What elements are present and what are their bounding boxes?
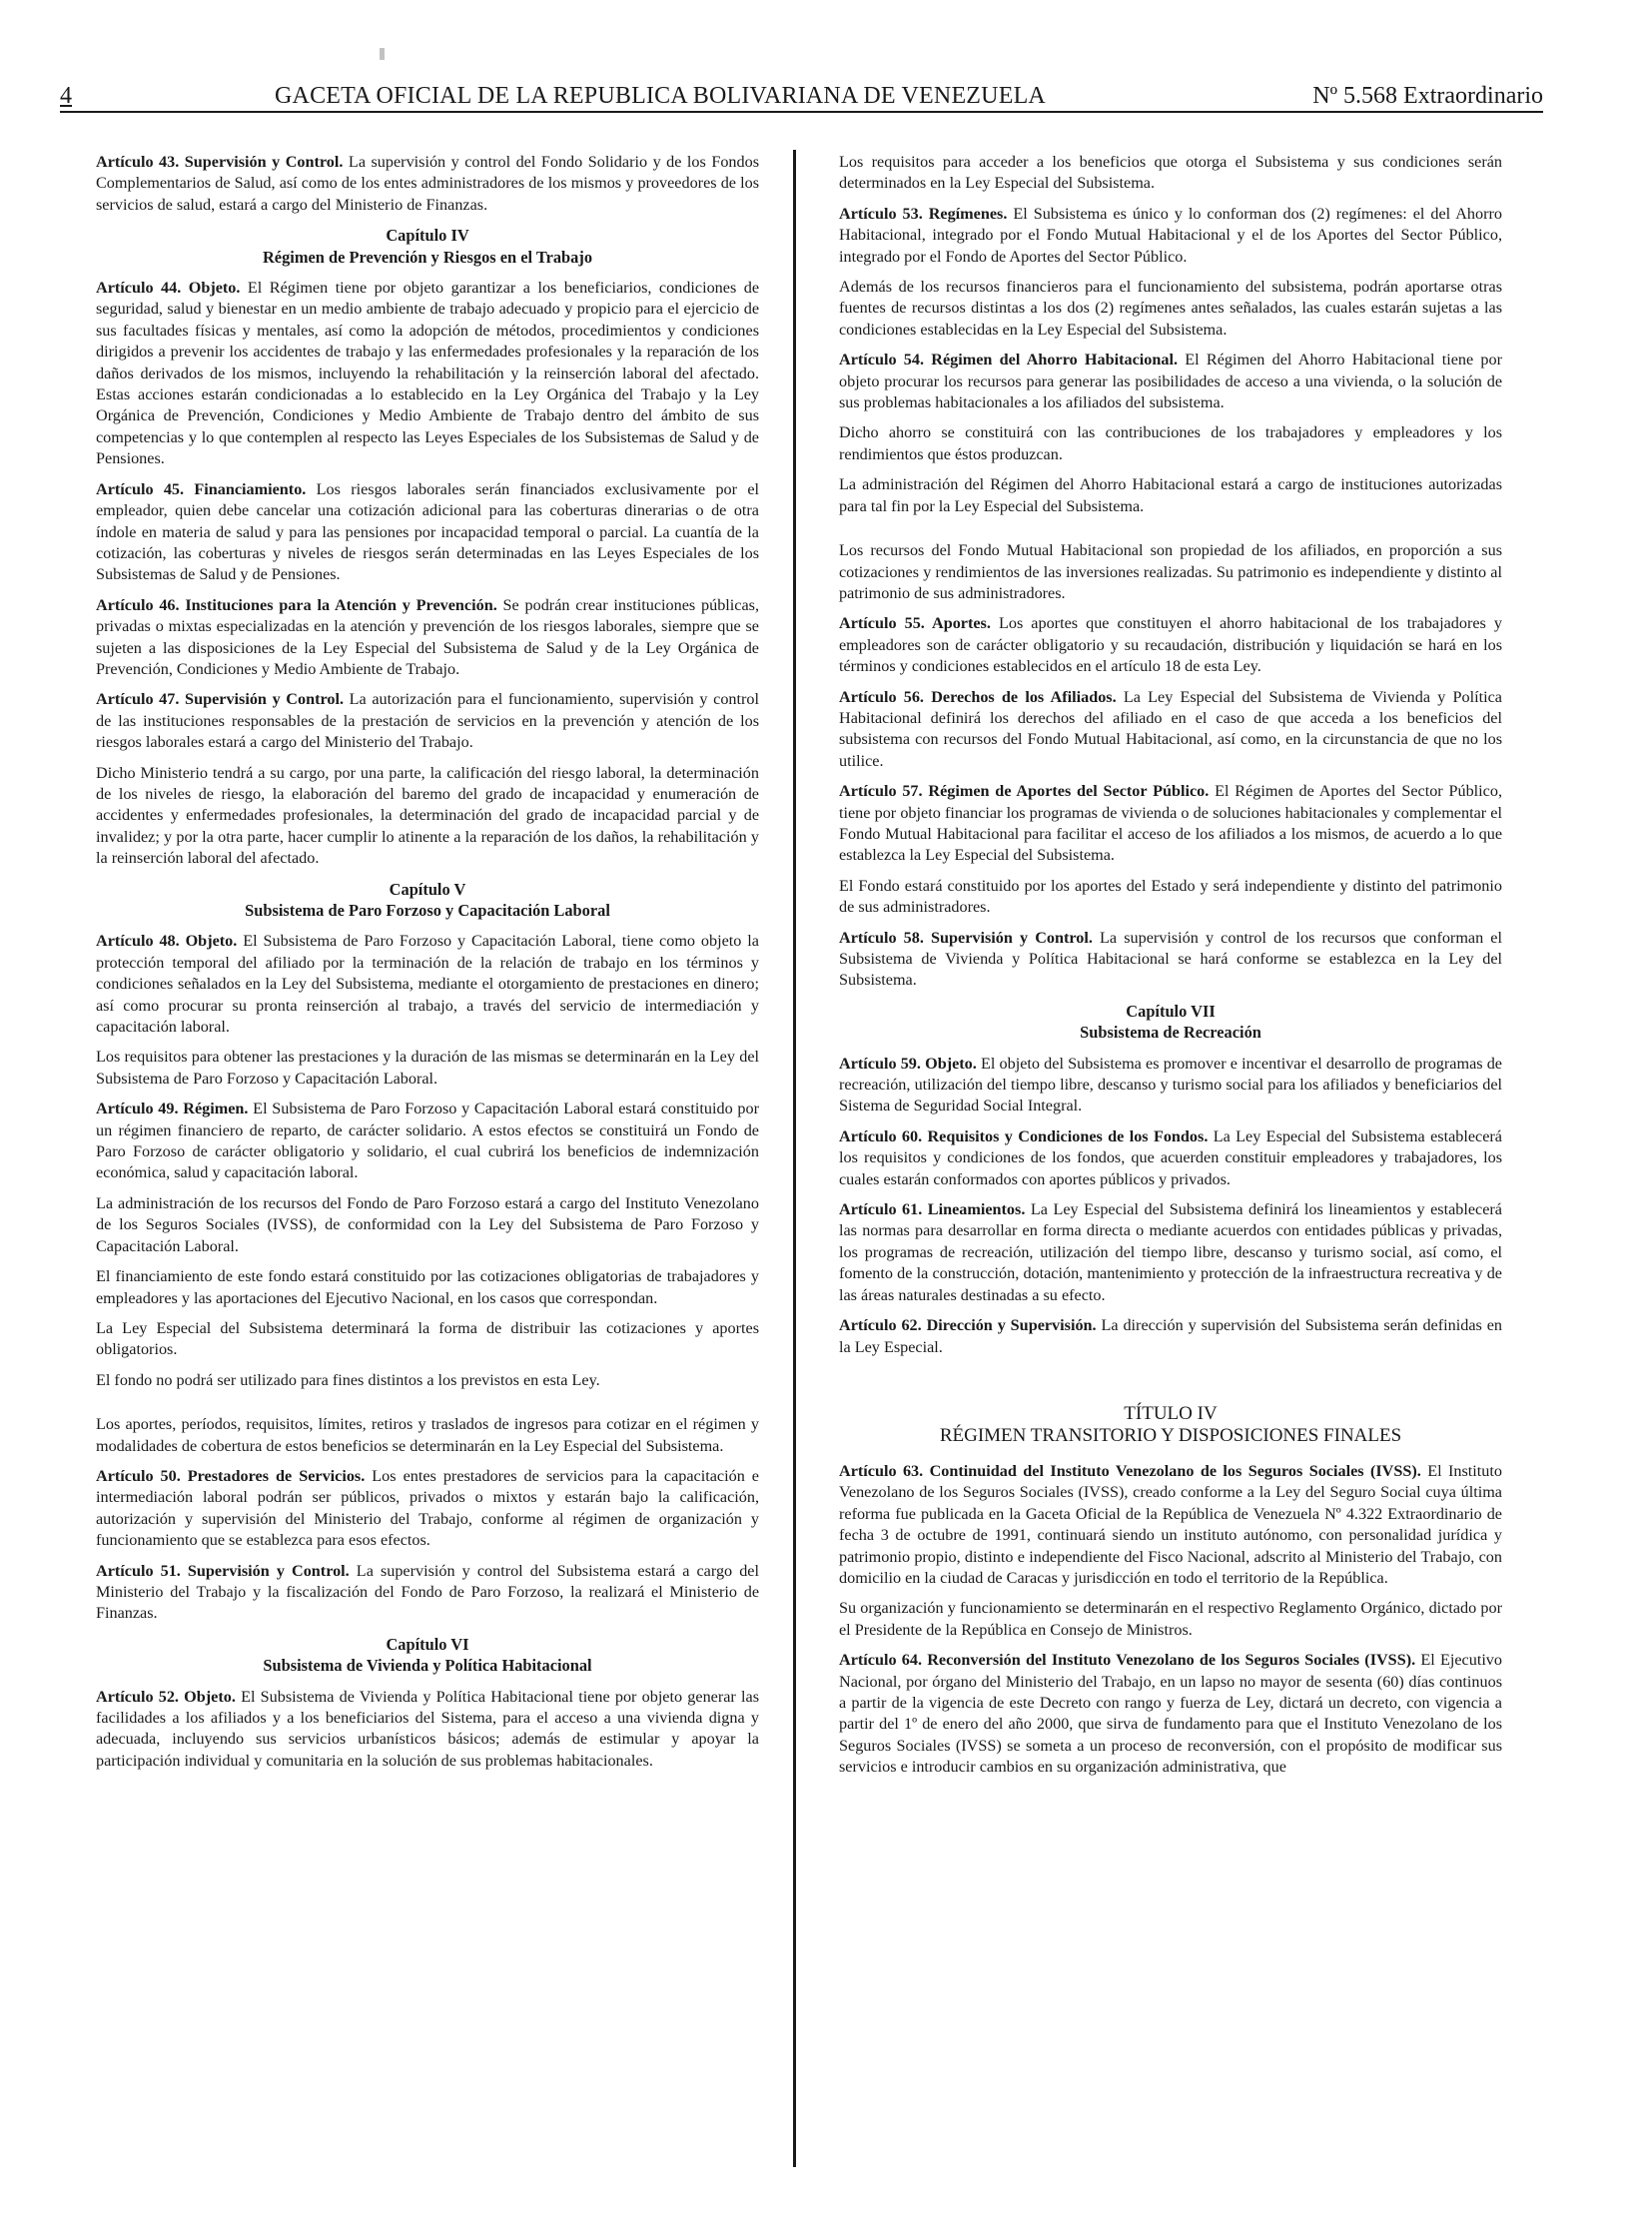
page-header (60, 82, 1543, 110)
paragraph-text: Dicho Ministerio tendrá a su cargo, por una parte, la calificación del riesgo laboral, la determinación de los niveles de riesgo, la elaboración del baremo del grado de incapacidad y enumeración de accidentes y enfermedades profesionales, la determinación del grado de incapacidad parcial y de invalidez; y por la otra parte, hacer cumplir lo atinente a la reparación de los daños, la rehabilitación y la reinserción laboral del afectado. (96, 763, 759, 868)
article-label: Artículo 64. Reconversión del Instituto Venezolano de los Seguros Sociales (IVSS). (839, 1651, 1416, 1670)
paragraph-text: El Subsistema de Paro Forzoso y Capacitación Laboral estará constituido por un régimen financiero de reparto, de carácter solidario. A estos efectos se constituirá un Fondo de Paro Forzoso de carácter obligatorio y solidario, el cual cubrirá los beneficios de indemnización económica, salud y capacitación laboral. (96, 1100, 759, 1182)
article-label: Artículo 50. Prestadores de Servicios. (96, 1466, 366, 1485)
article-label: Artículo 59. Objeto. (839, 1054, 977, 1073)
paragraph-text: El Subsistema de Vivienda y Política Habitacional tiene por objeto generar las facilidades a los afiliados y a los beneficiarios del Sistema, para el acceso a una vivienda digna y adecuada, incluyendo sus servicios urbanísticos básicos; además de estimular y apoyar la participación individual y comunitaria en la solución de sus problemas habitacionales. (96, 1687, 759, 1770)
paragraph-text: La supervisión y control del Subsistema estará a cargo del Ministerio del Trabajo y la fiscalización del Fondo de Paro Forzoso, la realizará el Ministerio de Finanzas. (96, 1561, 759, 1623)
paragraph-text: Dicho ahorro se constituirá con las contribuciones de los trabajadores y empleadores y los rendimientos que éstos produzcan. (839, 423, 1502, 463)
chapter-heading (96, 1634, 759, 1677)
issue-number: Nº 5.568 Extraordinario (1312, 83, 1543, 109)
article-label: Artículo 47. Supervisión y Control. (96, 690, 345, 709)
paragraph (839, 474, 1502, 517)
paragraph-text: Los requisitos para acceder a los beneficios que otorga el Subsistema y sus condiciones serán determinados en la Ley Especial del Subsistema. (839, 153, 1502, 193)
article-label: Artículo 49. Régimen. (96, 1100, 249, 1118)
article-paragraph (839, 687, 1502, 773)
paragraph-text: El Régimen del Ahorro Habitacional tiene por objeto procurar los recursos para generar las posibilidades de acceso a una vivienda, o la solución de sus problemas habitacionales a los afiliados del subsistema. (839, 351, 1503, 412)
heading-line: Capítulo V (389, 879, 466, 899)
paragraph-text: El objeto del Subsistema es promover e incentivar el desarrollo de programas de recreación, utilización del tiempo libre, descanso y turismo social para los afiliados y beneficiarios del Sistema de Seguridad Social Integral. (839, 1054, 1502, 1115)
left-column (96, 152, 759, 1781)
spacer (839, 1381, 1502, 1395)
paragraph-text: La Ley Especial del Subsistema definirá los lineamientos y establecerá las normas para desarrollar en forma directa o mediante acuerdos con entidades públicas y privadas, los programas de recreación, utilización del tiempo libre, descanso y turismo social, así como, el fomento de la construcción, dotación, mantenimiento y protección de la infraestructura recreativa y de las áreas naturales destinadas a su efecto. (839, 1200, 1502, 1304)
paragraph-text: La administración de los recursos del Fondo de Paro Forzoso estará a cargo del Instituto Venezolano de los Seguros Sociales (IVSS), de conformidad con la Ley del Subsistema de Paro Forzoso y Capacitación Laboral. (96, 1193, 759, 1255)
paragraph-text: El Régimen de Aportes del Sector Público, tiene por objeto financiar los programas de vivienda o de soluciones habitacionales y complementar el Fondo Mutual Habitacional para facilitar el acceso de los afiliados a los mismos, de acuerdo a lo que establezca la Ley Especial del Subsistema. (839, 782, 1502, 865)
paragraph (96, 1414, 759, 1457)
paragraph (839, 876, 1502, 919)
paragraph-text: Además de los recursos financieros para el funcionamiento del subsistema, podrán aportarse otras fuentes de recursos distintas a los dos (2) regímenes antes señalados, las cuales estarán sujetas a las condiciones establecidas en la Ley Especial del Subsistema. (839, 278, 1502, 339)
article-label: Artículo 53. Regímenes. (839, 204, 1008, 223)
article-label: Artículo 63. Continuidad del Instituto Venezolano de los Seguros Sociales (IVSS). (839, 1461, 1421, 1480)
paragraph (839, 422, 1502, 465)
heading-subline: Régimen de Prevención y Riesgos en el Trabajo (262, 247, 593, 267)
article-paragraph (839, 350, 1502, 413)
article-paragraph (839, 928, 1502, 992)
paragraph (839, 1598, 1502, 1641)
paragraph-text: Los aportes que constituyen el ahorro habitacional de los trabajadores y empleadores son de carácter obligatorio y su recaudación, distribución y liquidación se hará en los términos y condiciones establecidos en el artículo 18 de esta Ley. (839, 614, 1503, 676)
article-paragraph (96, 1466, 759, 1552)
paragraph (96, 1370, 759, 1391)
right-column (839, 152, 1502, 1788)
article-label: Artículo 62. Dirección y Supervisión. (839, 1316, 1097, 1335)
article-paragraph (96, 278, 759, 470)
article-paragraph (839, 204, 1502, 268)
article-label: Artículo 54. Régimen del Ahorro Habitacional. (839, 351, 1179, 370)
article-paragraph (96, 931, 759, 1038)
paragraph-text: Los entes prestadores de servicios para la capacitación e intermediación laboral podrán ser públicos, privados o mixtos y estarán bajo la calificación, autorización y supervisión del Ministerio del Trabajo, conforme al régimen de organización y funcionamiento que se establezca para esos efectos. (96, 1466, 759, 1550)
paragraph-text: El Fondo estará constituido por los aportes del Estado y será independiente y distinto del patrimonio de sus administradores. (839, 876, 1502, 917)
article-paragraph (96, 152, 759, 216)
paragraph-text: El Régimen tiene por objeto garantizar a los beneficiarios, condiciones de seguridad, salud y bienestar en un medio ambiente de trabajo adecuado y propicio para el ejercicio de sus facultades físicas y mentales, así como la adopción de métodos, procedimientos y condiciones dirigidos a prevenir los accidentes de trabajo y las enfermedades profesionales y la reparación de los daños derivados de los mismos, incluyendo la rehabilitación y la reinserción laboral del afectado. Estas acciones estarán condicionadas a lo establecido en la Ley Orgánica del Trabajo y la Ley Orgánica de Prevención, Condiciones y Medio Ambiente de Trabajo dentro del ámbito de sus competencias y lo que contemplen al respecto las Leyes Especiales de los Subsistemas de Salud y de Pensiones. (96, 279, 759, 468)
spacer (839, 526, 1502, 540)
article-paragraph (96, 1561, 759, 1625)
paragraph-text: La supervisión y control del Fondo Solidario y de los Fondos Complementarios de Salud, así como de los entes administradores de los mismos y proveedores de los servicios de salud, estará a cargo del Ministerio de Finanzas. (96, 153, 759, 214)
article-label: Artículo 55. Aportes. (839, 614, 991, 633)
heading-subline: Subsistema de Paro Forzoso y Capacitación Laboral (245, 901, 610, 920)
article-paragraph (96, 1099, 759, 1184)
scan-speck (380, 48, 385, 60)
paragraph-text: Los requisitos para obtener las prestaciones y la duración de las mismas se determinarán en la Ley del Subsistema de Paro Forzoso y Capacitación Laboral. (96, 1048, 759, 1088)
chapter-heading (96, 879, 759, 922)
paragraph-text: El Ejecutivo Nacional, por órgano del Ministerio del Trabajo, en un lapso no mayor de sesenta (60) días continuos a partir de la vigencia de este Decreto con rango y fuerza de Ley, dictará un decreto, con vigencia a partir del 1º de enero del año 2000, que sirva de fundamento para que el Instituto Venezolano de los Seguros Sociales (IVSS) se someta a un proceso de reconversión, con el propósito de modificar sus servicios e introducir cambios en su organización administrativa, que (839, 1651, 1502, 1777)
article-paragraph (839, 1650, 1502, 1778)
article-label: Artículo 43. Supervisión y Control. (96, 153, 344, 171)
article-paragraph (839, 1461, 1502, 1589)
page-number: 4 (60, 83, 72, 109)
paragraph-text: La Ley Especial del Subsistema establecerá los requisitos y condiciones de los fondos, que acuerden constituir empleadores y trabajadores, los cuales estarán conformados con aportes públicos y privados. (839, 1126, 1502, 1188)
paragraph-text: La Ley Especial del Subsistema determinará la forma de distribuir las cotizaciones y aportes obligatorios. (96, 1318, 759, 1359)
spacer (839, 1367, 1502, 1381)
article-label: Artículo 45. Financiamiento. (96, 479, 307, 498)
paragraph-text: Los aportes, períodos, requisitos, límites, retiros y traslados de ingresos para cotizar en el régimen y modalidades de cobertura de estos beneficios se determinarán en la Ley Especial del Subsistema. (96, 1415, 759, 1455)
article-paragraph (839, 1054, 1502, 1117)
article-paragraph (839, 781, 1502, 867)
gazette-title: GACETA OFICIAL DE LA REPUBLICA BOLIVARIANA DE VENEZUELA (275, 83, 1046, 109)
paragraph (839, 277, 1502, 341)
paragraph (96, 1318, 759, 1361)
heading-subline: RÉGIMEN TRANSITORIO Y DISPOSICIONES FINALES (939, 1424, 1402, 1446)
title-heading (839, 1403, 1502, 1447)
spacer (96, 1400, 759, 1414)
heading-line: TÍTULO IV (1124, 1402, 1218, 1424)
paragraph (839, 152, 1502, 195)
paragraph-text: El Instituto Venezolano de los Seguros Sociales (IVSS), creado conforme a la Ley del Seguro Social cuya última reforma fue publicada en la Gaceta Oficial de la República de Venezuela Nº 4.322 Extraordinario de fecha 3 de octubre de 1991, continuará siendo un instituto autónomo, con personalidad jurídica y patrimonio propio, distinto e independiente del Fisco Nacional, adscrito al Ministerio del Trabajo, con domicilio en la ciudad de Caracas y jurisdicción en todo el territorio de la República. (839, 1461, 1502, 1587)
paragraph-text: El financiamiento de este fondo estará constituido por las cotizaciones obligatorias de trabajadores y empleadores y las aportaciones del Ejecutivo Nacional, en los casos que correspondan. (96, 1267, 759, 1307)
paragraph-text: Los recursos del Fondo Mutual Habitacional son propiedad de los afiliados, en proporción a sus cotizaciones y rendimientos de las inversiones realizadas. Su patrimonio es independiente y distinto al patrimonio de sus administradores. (839, 541, 1502, 602)
article-paragraph (96, 1687, 759, 1773)
article-paragraph (839, 1315, 1502, 1358)
article-label: Artículo 44. Objeto. (96, 279, 241, 298)
paragraph-text: La supervisión y control de los recursos que conforman el Subsistema de Vivienda y Política Habitacional se hará conforme se establezca en la Ley del Subsistema. (839, 928, 1502, 990)
heading-subline: Subsistema de Recreación (1080, 1023, 1261, 1043)
article-label: Artículo 51. Supervisión y Control. (96, 1561, 350, 1580)
article-paragraph (839, 1199, 1502, 1306)
article-paragraph (839, 613, 1502, 677)
header-rule (60, 111, 1543, 113)
paragraph-text: Se podrán crear instituciones públicas, privadas o mixtas especializadas en la atención y prevención de los riesgos laborales, siempre que se sujeten a las disposiciones de la Ley Especial del Subsistema de Salud y de la Ley Orgánica de Prevención, Condiciones y Medio Ambiente de Trabajo. (96, 595, 759, 678)
article-label: Artículo 52. Objeto. (96, 1687, 236, 1706)
paragraph-text: El Subsistema de Paro Forzoso y Capacitación Laboral, tiene como objeto la protección temporal del afiliado por la terminación de la relación de trabajo en los términos y condiciones señalados en la Ley del Subsistema, mediante el otorgamiento de prestaciones en dinero; así como procurar su pronta reinserción al trabajo, a través del servicio de intermediación y capacitación laboral. (96, 932, 759, 1037)
article-paragraph (839, 1126, 1502, 1190)
chapter-heading (96, 225, 759, 268)
paragraph (96, 1266, 759, 1309)
paragraph-text: El Subsistema es único y lo conforman dos (2) regímenes: el del Ahorro Habitacional, integrado por el Fondo Mutual Habitacional y el de los Aportes del Sector Público, integrado por el Fondo de Aportes del Sector Público. (839, 204, 1502, 266)
article-label: Artículo 48. Objeto. (96, 932, 238, 951)
paragraph-text: Los riesgos laborales serán financiados exclusivamente por el empleador, quien debe cancelar una cotización adicional para las coberturas dinerarias o de otra índole en materia de salud y para las pensiones por incapacidad temporal o parcial. La cuantía de la cotización, las coberturas y niveles de riesgos serán determinadas en las Leyes Especiales de los Subsistemas de Salud y de Pensiones. (96, 479, 759, 584)
article-label: Artículo 61. Lineamientos. (839, 1200, 1026, 1219)
paragraph-text: La administración del Régimen del Ahorro Habitacional estará a cargo de instituciones autorizadas para tal fin por la Ley Especial del Subsistema. (839, 475, 1502, 515)
paragraph (96, 1193, 759, 1257)
article-label: Artículo 58. Supervisión y Control. (839, 928, 1093, 947)
paragraph (839, 540, 1502, 604)
article-paragraph (96, 689, 759, 753)
paragraph-text: La Ley Especial del Subsistema de Vivienda y Política Habitacional definirá los derechos del afiliado en el caso de que acceda a los beneficios del subsistema con recursos del Fondo Mutual Habitacional, así como, en la circunstancia de que no los utilice. (839, 687, 1502, 770)
chapter-heading (839, 1001, 1502, 1044)
article-paragraph (96, 479, 759, 586)
article-label: Artículo 60. Requisitos y Condiciones de los Fondos. (839, 1126, 1209, 1145)
paragraph-text: El fondo no podrá ser utilizado para fines distintos a los previstos en esta Ley. (96, 1370, 600, 1389)
paragraph (96, 763, 759, 870)
column-divider (793, 150, 796, 2167)
paragraph (96, 1047, 759, 1090)
article-label: Artículo 57. Régimen de Aportes del Sector Público. (839, 782, 1210, 801)
paragraph-text: Su organización y funcionamiento se determinarán en el respectivo Reglamento Orgánico, dictado por el Presidente de la República en Consejo de Ministros. (839, 1599, 1502, 1639)
article-label: Artículo 46. Instituciones para la Atención y Prevención. (96, 595, 497, 614)
heading-line: Capítulo VII (1126, 1001, 1216, 1021)
article-paragraph (96, 595, 759, 681)
article-label: Artículo 56. Derechos de los Afiliados. (839, 687, 1117, 706)
paragraph-text: La dirección y supervisión del Subsistema serán definidas en la Ley Especial. (839, 1316, 1502, 1356)
heading-line: Capítulo IV (386, 226, 469, 246)
paragraph-text: La autorización para el funcionamiento, supervisión y control de las instituciones responsables de la prestación de servicios en la prevención y atención de los riesgos laborales estará a cargo del Ministerio del Trabajo. (96, 690, 759, 752)
heading-line: Capítulo VI (386, 1634, 469, 1654)
heading-subline: Subsistema de Vivienda y Política Habitacional (263, 1656, 592, 1676)
